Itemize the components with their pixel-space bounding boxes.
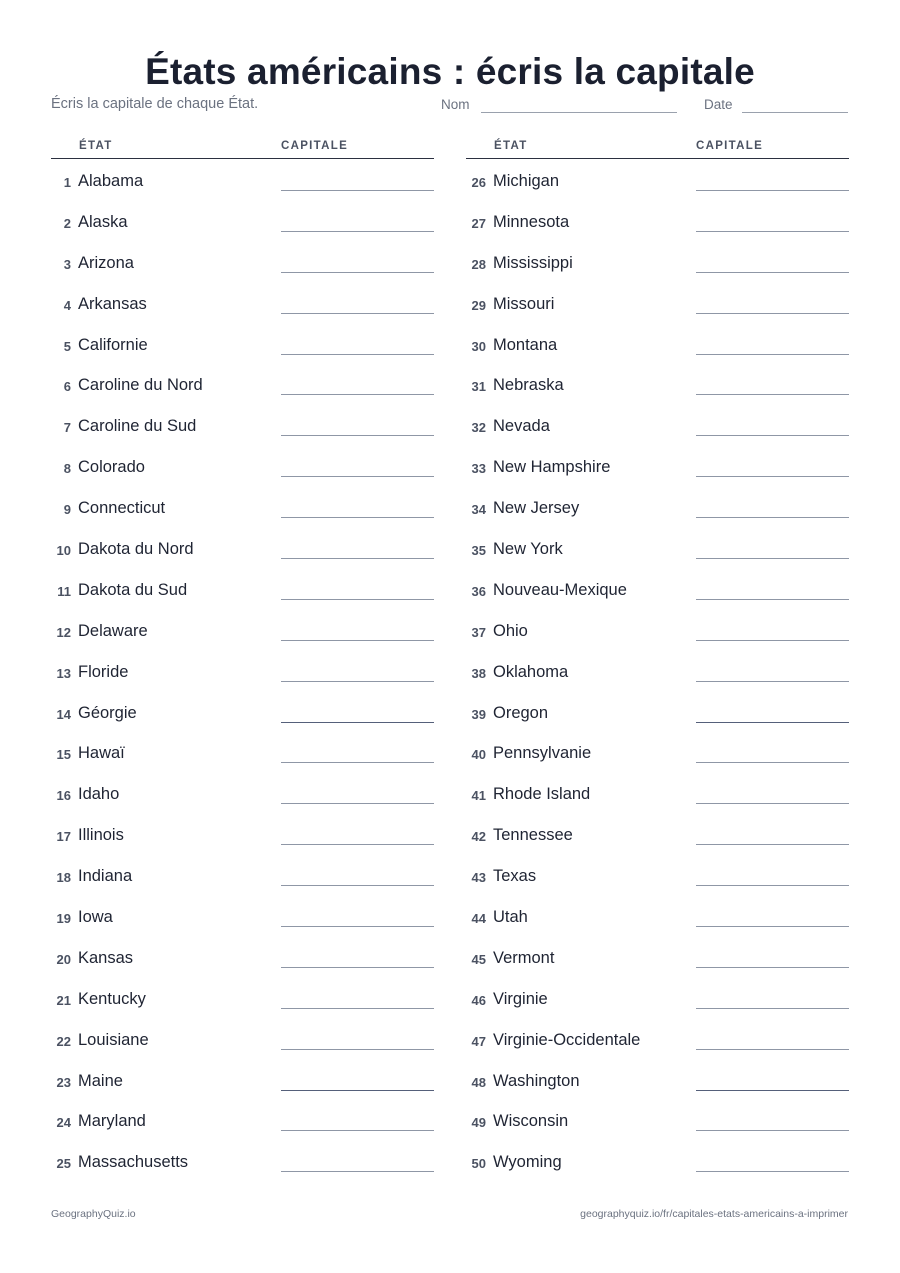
- state-name: Wyoming: [493, 1153, 562, 1172]
- state-row: [466, 772, 849, 813]
- state-rows-right: [466, 159, 849, 1181]
- state-name: Utah: [493, 908, 528, 927]
- state-row: [466, 813, 849, 854]
- capital-answer-line[interactable]: [281, 722, 434, 723]
- state-number: 45: [471, 951, 486, 967]
- state-row: [51, 445, 434, 486]
- capital-answer-line[interactable]: [281, 967, 434, 968]
- state-number: 41: [471, 788, 486, 804]
- capital-answer-line[interactable]: [696, 640, 849, 641]
- state-number: 6: [63, 379, 71, 395]
- state-row: [51, 486, 434, 527]
- state-row: [51, 404, 434, 445]
- state-number: 39: [471, 706, 486, 722]
- state-row: [466, 159, 849, 200]
- capital-answer-line[interactable]: [696, 803, 849, 804]
- state-number: 21: [56, 992, 71, 1008]
- capital-answer-line[interactable]: [281, 681, 434, 682]
- state-number: 49: [471, 1115, 486, 1131]
- state-name: Caroline du Sud: [78, 417, 197, 436]
- state-row: [51, 323, 434, 364]
- state-number: 16: [56, 788, 71, 804]
- footer-url: geographyquiz.io/fr/capitales-etats-americains-a-imprimer: [580, 1208, 848, 1220]
- state-number: 7: [63, 420, 71, 436]
- state-number: 10: [56, 543, 71, 559]
- footer-brand: GeographyQuiz.io: [51, 1208, 136, 1220]
- state-name: Dakota du Sud: [78, 580, 188, 599]
- state-number: 13: [56, 665, 71, 681]
- state-name: Virginie: [493, 989, 548, 1008]
- state-number: 22: [56, 1033, 71, 1049]
- capital-answer-line[interactable]: [281, 885, 434, 886]
- date-label: Date: [704, 97, 733, 112]
- state-name: Missouri: [493, 294, 555, 313]
- capital-answer-line[interactable]: [281, 926, 434, 927]
- capital-answer-line[interactable]: [696, 313, 849, 314]
- state-number: 47: [471, 1033, 486, 1049]
- state-row: [466, 241, 849, 282]
- state-name: Michigan: [493, 172, 560, 190]
- state-row: [466, 568, 849, 609]
- instructions-text: Écris la capitale de chaque État.: [51, 96, 259, 112]
- capital-answer-line[interactable]: [696, 1049, 849, 1050]
- capital-answer-line[interactable]: [696, 844, 849, 845]
- state-row: [51, 1099, 434, 1140]
- capital-answer-line[interactable]: [696, 231, 849, 232]
- state-name: Floride: [78, 662, 129, 681]
- capital-answer-line[interactable]: [281, 599, 434, 600]
- capital-answer-line[interactable]: [696, 476, 849, 477]
- state-name: Maine: [78, 1071, 123, 1090]
- state-name: Ohio: [493, 621, 528, 640]
- state-name: Oregon: [493, 703, 549, 722]
- state-row: [466, 936, 849, 977]
- state-row: [466, 854, 849, 895]
- capital-column-heading: CAPITALE: [281, 140, 349, 152]
- state-row: [466, 486, 849, 527]
- states-column-left: [51, 138, 434, 1181]
- state-row: [51, 568, 434, 609]
- state-name: Iowa: [78, 908, 113, 927]
- page-title: États américains : écris la capitale: [145, 51, 755, 92]
- state-name: Washington: [493, 1071, 580, 1090]
- capital-answer-line[interactable]: [281, 313, 434, 314]
- state-name: Dakota du Nord: [78, 540, 194, 559]
- state-row: [466, 1099, 849, 1140]
- state-name: Alabama: [78, 172, 144, 190]
- capital-answer-line[interactable]: [696, 354, 849, 355]
- capital-answer-line[interactable]: [281, 1008, 434, 1009]
- capital-answer-line[interactable]: [696, 599, 849, 600]
- state-name: Tennessee: [493, 826, 573, 845]
- capital-answer-line[interactable]: [281, 190, 434, 191]
- capital-answer-line[interactable]: [281, 844, 434, 845]
- capital-answer-line[interactable]: [281, 517, 434, 518]
- state-row: [51, 813, 434, 854]
- capital-answer-line[interactable]: [696, 681, 849, 682]
- state-row: [466, 650, 849, 691]
- state-row: [51, 691, 434, 732]
- state-name: Nouveau-Mexique: [493, 580, 627, 599]
- state-row: [51, 650, 434, 691]
- capital-answer-line[interactable]: [281, 435, 434, 436]
- capital-answer-line[interactable]: [696, 272, 849, 273]
- capital-answer-line[interactable]: [696, 885, 849, 886]
- state-name: Maryland: [78, 1112, 146, 1131]
- state-name: Montana: [493, 335, 558, 354]
- state-row: [466, 282, 849, 323]
- state-row: [51, 527, 434, 568]
- state-number: 33: [471, 461, 486, 477]
- capital-answer-line[interactable]: [281, 476, 434, 477]
- state-number: 46: [471, 992, 486, 1008]
- state-row: [466, 404, 849, 445]
- capital-answer-line[interactable]: [281, 354, 434, 355]
- state-name: Nevada: [493, 417, 550, 436]
- state-name: Virginie-Occidentale: [493, 1030, 641, 1049]
- state-name: Connecticut: [78, 499, 166, 518]
- capital-answer-line[interactable]: [696, 1171, 849, 1172]
- capital-answer-line[interactable]: [281, 1130, 434, 1131]
- state-name: Oklahoma: [493, 662, 569, 681]
- capital-answer-line[interactable]: [281, 1171, 434, 1172]
- state-name: Pennsylvanie: [493, 744, 592, 763]
- state-number: 12: [56, 624, 71, 640]
- capital-answer-line[interactable]: [696, 1130, 849, 1131]
- state-number: 20: [56, 951, 71, 967]
- state-number: 23: [56, 1074, 71, 1090]
- state-name: Kansas: [78, 948, 134, 967]
- state-row: [51, 1140, 434, 1181]
- name-label: Nom: [441, 97, 470, 112]
- capital-answer-line[interactable]: [696, 558, 849, 559]
- state-number: 34: [471, 502, 486, 518]
- state-number: 11: [57, 583, 71, 599]
- state-row: [466, 731, 849, 772]
- state-number: 24: [56, 1115, 71, 1131]
- state-row: [51, 159, 434, 200]
- state-name: Louisiane: [78, 1030, 149, 1049]
- state-name: New York: [493, 540, 563, 559]
- state-row: [466, 445, 849, 486]
- state-name: Nebraska: [493, 376, 564, 395]
- state-row: [466, 1059, 849, 1100]
- state-name: Indiana: [78, 867, 133, 886]
- state-number: 27: [471, 215, 486, 231]
- column-header: [466, 138, 849, 159]
- capital-answer-line[interactable]: [281, 394, 434, 395]
- state-name: Arizona: [78, 253, 134, 272]
- state-row: [51, 363, 434, 404]
- state-name: Arkansas: [78, 294, 147, 313]
- state-number: 40: [471, 747, 486, 763]
- capital-answer-line[interactable]: [696, 394, 849, 395]
- state-column-heading: ÉTAT: [79, 140, 113, 152]
- capital-answer-line[interactable]: [696, 435, 849, 436]
- state-number: 2: [63, 215, 71, 231]
- capital-answer-line[interactable]: [696, 517, 849, 518]
- state-name: Vermont: [493, 948, 555, 967]
- state-name: Rhode Island: [493, 785, 591, 804]
- state-name: Colorado: [78, 458, 145, 477]
- state-column-heading: ÉTAT: [494, 140, 528, 152]
- state-name: Kentucky: [78, 989, 146, 1008]
- state-name: Alaska: [78, 212, 128, 231]
- states-column-right: [466, 138, 849, 1181]
- state-number: 8: [63, 461, 71, 477]
- state-name: New Hampshire: [493, 458, 611, 477]
- state-name: Massachusetts: [78, 1153, 189, 1172]
- state-row: [466, 609, 849, 650]
- state-row: [51, 977, 434, 1018]
- state-number: 25: [56, 1156, 71, 1172]
- state-row: [51, 731, 434, 772]
- state-number: 50: [471, 1156, 486, 1172]
- state-name: Géorgie: [78, 703, 137, 722]
- state-name: Illinois: [78, 826, 124, 845]
- state-row: [51, 936, 434, 977]
- state-name: Caroline du Nord: [78, 376, 203, 395]
- capital-answer-line[interactable]: [281, 272, 434, 273]
- state-row: [51, 282, 434, 323]
- state-number: 14: [56, 706, 71, 722]
- capital-answer-line[interactable]: [281, 558, 434, 559]
- state-number: 19: [56, 911, 71, 927]
- state-row: [466, 527, 849, 568]
- capital-answer-line[interactable]: [281, 803, 434, 804]
- capital-answer-line[interactable]: [281, 1049, 434, 1050]
- state-number: 30: [471, 338, 486, 354]
- state-number: 35: [471, 543, 486, 559]
- state-name: New Jersey: [493, 499, 580, 518]
- state-row: [51, 854, 434, 895]
- capital-answer-line[interactable]: [281, 1090, 434, 1091]
- state-name: Idaho: [78, 785, 120, 804]
- state-name: Delaware: [78, 621, 148, 640]
- state-row: [466, 977, 849, 1018]
- state-number: 3: [63, 256, 71, 272]
- name-field[interactable]: [481, 112, 677, 113]
- state-number: 5: [63, 338, 71, 354]
- state-row: [51, 772, 434, 813]
- state-row: [466, 1018, 849, 1059]
- state-row: [51, 609, 434, 650]
- state-number: 1: [63, 175, 71, 190]
- state-row: [466, 895, 849, 936]
- capital-answer-line[interactable]: [696, 722, 849, 723]
- state-number: 17: [56, 829, 71, 845]
- state-number: 9: [63, 502, 71, 518]
- state-number: 15: [56, 747, 71, 763]
- capital-answer-line[interactable]: [281, 231, 434, 232]
- state-number: 29: [471, 297, 486, 313]
- state-number: 31: [471, 379, 486, 395]
- capital-answer-line[interactable]: [281, 640, 434, 641]
- capital-answer-line[interactable]: [696, 926, 849, 927]
- state-row: [51, 1059, 434, 1100]
- state-row: [51, 241, 434, 282]
- state-number: 37: [471, 624, 486, 640]
- capital-answer-line[interactable]: [696, 762, 849, 763]
- capital-answer-line[interactable]: [696, 967, 849, 968]
- state-row: [466, 200, 849, 241]
- state-row: [466, 1140, 849, 1181]
- state-number: 4: [63, 297, 71, 313]
- state-number: 18: [56, 870, 71, 886]
- state-row: [51, 895, 434, 936]
- state-number: 36: [471, 583, 486, 599]
- state-name: Minnesota: [493, 212, 570, 231]
- state-number: 43: [471, 870, 486, 886]
- capital-answer-line[interactable]: [696, 1090, 849, 1091]
- state-number: 28: [471, 256, 486, 272]
- state-row: [466, 691, 849, 732]
- capital-answer-line[interactable]: [696, 1008, 849, 1009]
- state-row: [51, 1018, 434, 1059]
- state-name: Mississippi: [493, 253, 573, 272]
- state-name: Texas: [493, 867, 537, 886]
- capital-answer-line[interactable]: [281, 762, 434, 763]
- state-name: Hawaï: [78, 744, 125, 763]
- state-number: 26: [471, 175, 486, 190]
- state-rows-left: [51, 159, 434, 1181]
- state-number: 32: [471, 420, 486, 436]
- state-number: 42: [471, 829, 486, 845]
- state-number: 48: [471, 1074, 486, 1090]
- capital-column-heading: CAPITALE: [696, 140, 764, 152]
- capital-answer-line[interactable]: [696, 190, 849, 191]
- state-row: [466, 323, 849, 364]
- state-number: 44: [471, 911, 486, 927]
- state-number: 38: [471, 665, 486, 681]
- state-name: Wisconsin: [493, 1112, 569, 1131]
- state-row: [466, 363, 849, 404]
- column-header: [51, 138, 434, 159]
- state-name: Californie: [78, 335, 148, 354]
- date-field[interactable]: [742, 112, 848, 113]
- state-row: [51, 200, 434, 241]
